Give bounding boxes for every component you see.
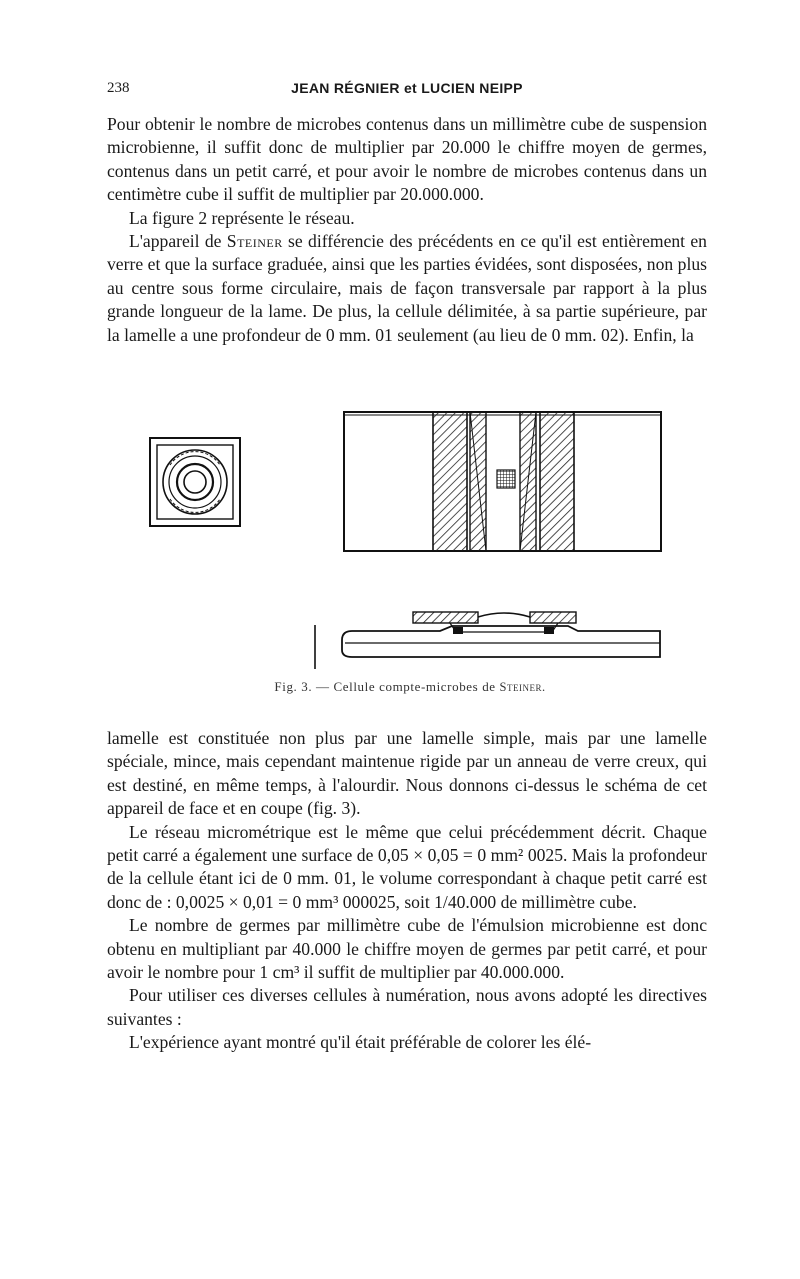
paragraph-3-after: se différencie des précédents en ce qu'il est entièrement en verre et que la surface graduée, ainsi que les parties évidées, sont disposées, non plus au centre sous forme circulaire, mais de façon transversale par rapport à la plus grande longueur de la lame. De plus, la cellule délimitée, à sa partie supérieure, par la lamelle a une profondeur de 0 mm. 01 seulement (au lieu de 0 mm. 02). Enfin, la [107,231,707,345]
paragraph-4: lamelle est constituée non plus par une lamelle simple, mais par une lamelle spéciale, mince, mais cependant maintenue rigide par un anneau de verre creux, qui est destiné, en même temps, à l'alourdir. Nous donnons ci-dessus le schéma de cet appareil de face et en coupe (fig. 3). [107,728,707,819]
caption-prefix: Fig. 3. — Cellule compte-microbes de [274,679,500,694]
paragraph-3 [107,230,707,347]
slide-cross-section [315,612,660,669]
paragraph-1: Pour obtenir le nombre de microbes contenus dans un millimètre cube de suspension microbienne, il suffit donc de multiplier par 20.000 le chiffre moyen de germes, contenus dans un petit carré, et pour avoir le nombre de microbes contenus dans un centimètre cube il suffit de multiplier par 20.000.000. [107,114,707,205]
page-header [107,80,707,102]
figure-3 [140,405,680,694]
paragraph-3-before: L'appareil de [129,231,227,252]
lamelle-top-view [150,438,240,526]
slide-face-view [344,412,661,551]
paragraph-6: Le nombre de germes par millimètre cube de l'émulsion microbienne est donc obtenu en multipliant par 40.000 le chiffre moyen de germes par petit carré, et pour avoir le nombre pour 1 cm³ il suffit de multiplier par 40.000.000. [107,915,707,983]
figure-caption [140,679,680,695]
author-name-steiner: Steiner [226,231,283,252]
paragraph-5: Le réseau micrométrique est le même que celui précédemment décrit. Chaque petit carré a également une surface de 0,05 × 0,05 = 0 mm² 0025. Mais la profondeur de la cellule étant ici de 0 mm. 01, le volume correspondant à chaque petit carré est donc de : 0,0025 × 0,01 = 0 mm³ 000025, soit 1/40.000 de millimètre cube. [107,821,707,912]
figure-3-illustration [140,405,680,675]
caption-name: Steiner. [499,680,546,694]
paragraph-7: Pour utiliser ces diverses cellules à numération, nous avons adopté les directives suivantes : [107,985,707,1029]
running-head: JEAN RÉGNIER et LUCIEN NEIPP [291,80,523,96]
body-text-top [107,113,707,347]
paragraph-8: L'expérience ayant montré qu'il était préférable de colorer les élé- [129,1032,592,1053]
page-number: 238 [107,80,130,96]
body-text-bottom [107,727,707,1055]
paragraph-2: La figure 2 représente le réseau. [129,207,355,228]
